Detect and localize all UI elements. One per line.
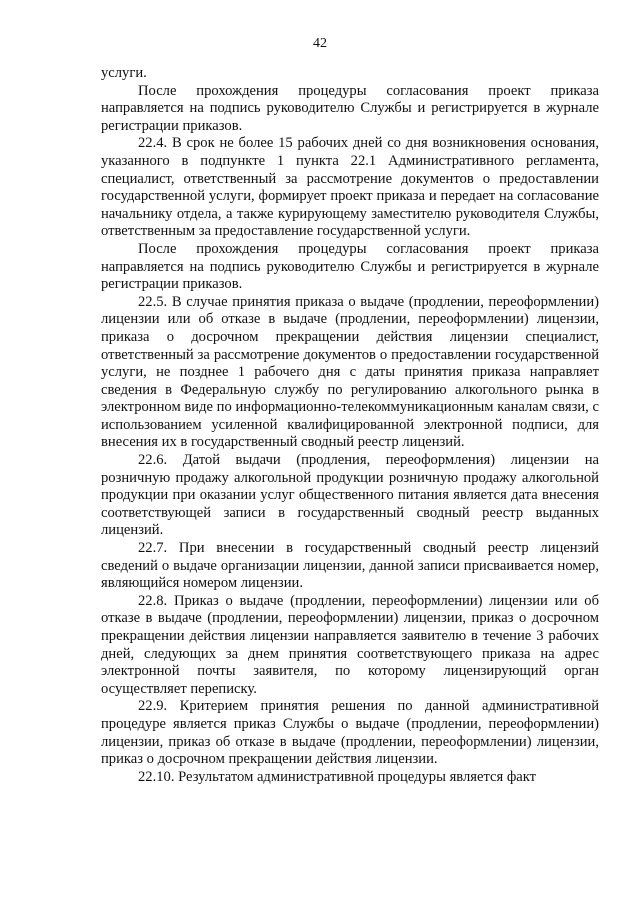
paragraph-22-7: 22.7. При внесении в государственный сводный реестр лицензий сведений о выдаче организации лицензии, данной записи присваивается номер, являющийся номером лицензии. — [101, 540, 599, 592]
paragraph-22-9: 22.9. Критерием принятия решения по данной административной процедуре является приказ Службы о выдаче (продлении, переоформлении) лицензии, приказ об отказе в выдаче (продлении, переоформлении) лицензии, приказ о досрочном прекращении действия лицензии. — [101, 698, 599, 768]
paragraph-22-4: 22.4. В срок не более 15 рабочих дней со дня возникновения основания, указанного в подпункте 1 пункта 22.1 Административного регламента, специалист, ответственный за рассмотрение документов о предоставлении государственной услуги, формирует проект приказа и передает на согласование начальнику отдела, а также курирующему заместителю руководителя Службы, ответственным за предоставление государственной услуги. — [101, 135, 599, 240]
paragraph: После прохождения процедуры согласования проект приказа направляется на подпись руководителю Службы и регистрируется в журнале регистрации приказов. — [101, 240, 599, 293]
paragraph-22-6: 22.6. Датой выдачи (продления, переоформления) лицензии на розничную продажу алкогольной продукции розничную продажу алкогольной продукции при оказании услуг общественного питания является дата внесения соответствующей записи в государственный сводный реестр выданных лицензий. — [101, 452, 599, 539]
paragraph-22-5: 22.5. В случае принятия приказа о выдаче (продлении, переоформлении) лицензии или об отказе в выдаче (продлении, переоформлении) лицензии, приказа о досрочном прекращении действия лицензии специалист, ответственный за рассмотрение документов о предоставлении государственной услуги, не позднее 1 рабочего дня с даты принятия приказа направляет сведения в Федеральную службу по регулированию алкогольного рынка в электронном виде по информационно-телекоммуникационным каналам связи, с использованием усиленной квалифицированной электронной подписи, для внесения их в государственный сводный реестр лицензий. — [101, 293, 599, 451]
document-body — [101, 65, 599, 786]
page-number: 42 — [313, 36, 327, 51]
paragraph: После прохождения процедуры согласования проект приказа направляется на подпись руководителю Службы и регистрируется в журнале регистрации приказов. — [101, 82, 599, 134]
paragraph-22-8: 22.8. Приказ о выдаче (продлении, переоформлении) лицензии или об отказе в выдаче (продлении, переоформлении) лицензии, приказ о досрочном прекращении действия лицензии направляется заявителю в течение 3 рабочих дней, следующих за днем принятия соответствующего приказа на адрес электронной почты заявителя, по которому лицензирующий орган осуществляет переписку. — [101, 592, 599, 697]
paragraph: услуги. — [101, 65, 147, 81]
paragraph-22-10: 22.10. Результатом административной процедуры является факт — [138, 768, 537, 785]
